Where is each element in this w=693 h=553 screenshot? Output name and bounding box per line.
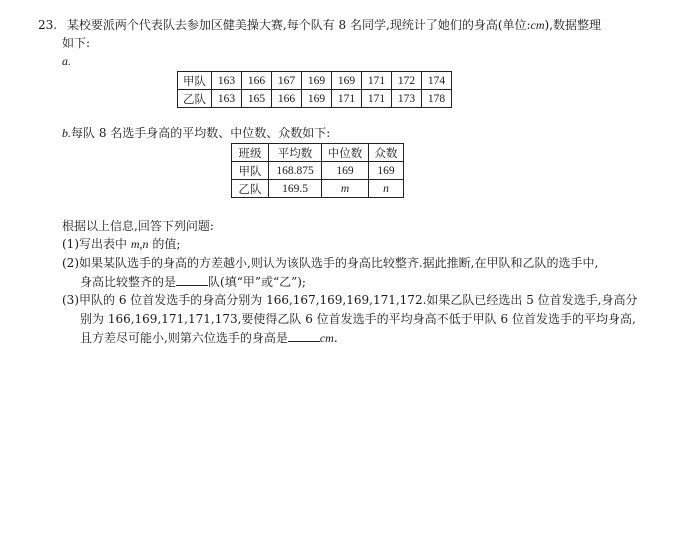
question-3-line3 (80, 329, 338, 346)
header-cell: 众数 (369, 144, 404, 162)
height-cell: 169 (332, 72, 362, 90)
part-a-label: a. (62, 54, 71, 68)
q2-prefix: 身高比较整齐的是 (80, 275, 177, 289)
table-row (178, 72, 452, 90)
median-cell: m (322, 180, 369, 198)
q1-prefix: (1)写出表中 (62, 237, 131, 251)
height-cell: 165 (242, 90, 272, 108)
q3-end: . (333, 331, 338, 345)
mean-cell: 169.5 (269, 180, 322, 198)
question-intro: 某校要派两个代表队去参加区健美操大赛,每个队有 8 名同学,现统计了她们的身高(单位: (66, 18, 531, 32)
height-cell: 174 (422, 72, 452, 90)
question-text-line2: 如下: (62, 36, 91, 50)
part-b-table (231, 143, 404, 198)
table-row (232, 162, 404, 180)
questions-intro: 根据以上信息,回答下列问题: (62, 219, 214, 233)
q1-vars: m,n (130, 237, 149, 251)
answer-blank[interactable] (288, 329, 320, 342)
height-cell: 166 (242, 72, 272, 90)
height-cell: 171 (362, 90, 392, 108)
question-2-line2 (80, 273, 306, 290)
team-cell: 甲队 (232, 162, 269, 180)
table-row (178, 90, 452, 108)
height-cell: 169 (302, 90, 332, 108)
height-cell: 163 (212, 90, 242, 108)
q1-suffix: 的值; (148, 237, 181, 251)
question-intro-tail: ),数据整理 (544, 18, 602, 32)
height-cell: 167 (272, 72, 302, 90)
question-text-line1 (38, 17, 601, 33)
median-cell: 169 (322, 162, 369, 180)
team-cell: 甲队 (178, 72, 212, 90)
mode-cell: n (369, 180, 404, 198)
part-a-table (177, 71, 452, 108)
question-3-line2: 别为 166,169,171,171,173,要使得乙队 6 位首发选手的平均身高不低于甲队 6 位首发选手的平均身高, (80, 312, 636, 326)
mode-cell: 169 (369, 162, 404, 180)
table-row (232, 144, 404, 162)
question-2-line1: (2)如果某队选手的身高的方差越小,则认为该队选手的身高比较整齐.据此推断,在甲队和乙队的选手中, (62, 256, 599, 270)
height-cell: 171 (362, 72, 392, 90)
height-cell: 171 (332, 90, 362, 108)
q3-prefix: 且方差尽可能小,则第六位选手的身高是 (80, 331, 288, 345)
height-cell: 173 (392, 90, 422, 108)
q2-suffix: 队(填“甲”或“乙”); (208, 275, 306, 289)
answer-blank[interactable] (176, 273, 208, 286)
question-number: 23. (38, 18, 58, 32)
height-cell: 163 (212, 72, 242, 90)
header-cell: 中位数 (322, 144, 369, 162)
header-cell: 平均数 (269, 144, 322, 162)
mean-cell: 168.875 (269, 162, 322, 180)
unit-text: cm (530, 18, 545, 32)
part-b-title-line (62, 125, 330, 141)
team-cell: 乙队 (178, 90, 212, 108)
question-3-line1: (3)甲队的 6 位首发选手的身高分别为 166,167,169,169,171,172.如果乙队已经选出 5 位首发选手,身高分 (62, 293, 638, 307)
q3-unit: cm (319, 331, 334, 345)
header-cell: 班级 (232, 144, 269, 162)
team-cell: 乙队 (232, 180, 269, 198)
height-cell: 169 (302, 72, 332, 90)
part-b-label: b. (62, 126, 71, 140)
height-cell: 166 (272, 90, 302, 108)
table-row (232, 180, 404, 198)
question-1 (62, 236, 180, 252)
height-cell: 172 (392, 72, 422, 90)
height-cell: 178 (422, 90, 452, 108)
part-b-title: 每队 8 名选手身高的平均数、中位数、众数如下: (71, 126, 331, 140)
